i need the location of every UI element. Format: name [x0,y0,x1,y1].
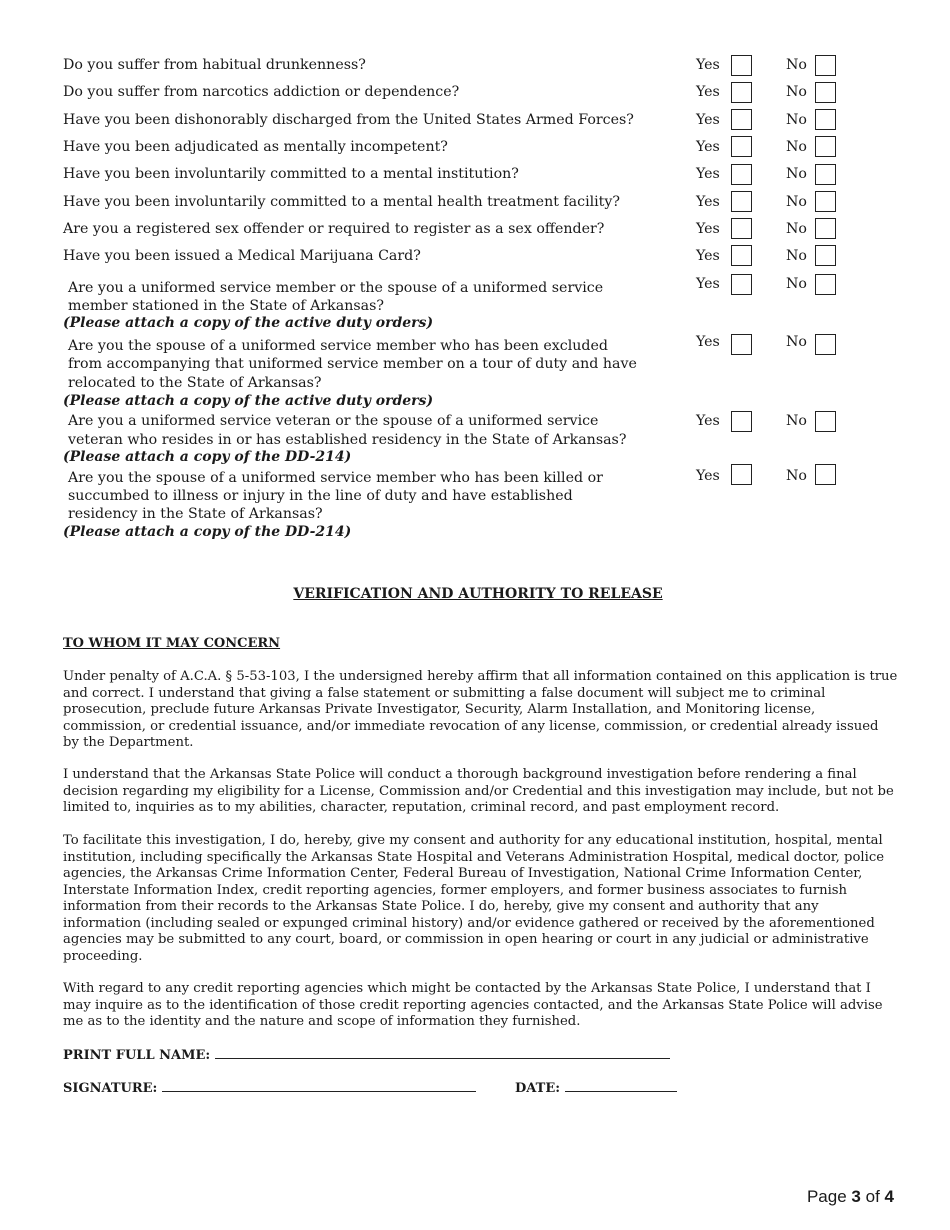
yes-checkbox[interactable] [731,274,752,295]
yes-label: Yes [696,221,720,237]
no-checkbox[interactable] [815,164,836,185]
paragraph-credit: With regard to any credit reporting agencies which might be contacted by the Arkansas State Police, I understand that I may inquire as to the identification of those credit reporting agencies contacted, and the Arkansas State Police will advise me as to the identity and the nature and scope of information they furnished. [63,981,883,1029]
yes-checkbox[interactable] [731,245,752,266]
of-word: of [865,1187,880,1206]
yes-label: Yes [696,57,720,73]
yes-checkbox[interactable] [731,109,752,130]
no-checkbox[interactable] [815,55,836,76]
yes-label: Yes [696,112,720,128]
question-text-line: veteran who resides in or has established residency in the State of Arkansas? [68,432,627,448]
no-label: No [786,248,807,264]
no-label: No [786,166,807,182]
page-number [807,1187,894,1207]
question-text: Have you been adjudicated as mentally incompetent? [63,139,448,155]
yes-checkbox[interactable] [731,464,752,485]
yes-checkbox[interactable] [731,191,752,212]
date-input-line[interactable] [565,1079,677,1092]
yes-label: Yes [696,84,720,100]
no-checkbox[interactable] [815,82,836,103]
no-label: No [786,194,807,210]
section-heading: VERIFICATION AND AUTHORITY TO RELEASE [293,586,663,602]
no-checkbox[interactable] [815,464,836,485]
yes-label: Yes [696,248,720,264]
yes-label: Yes [696,139,720,155]
no-checkbox[interactable] [815,274,836,295]
question-text: Do you suffer from narcotics addiction or dependence? [63,84,460,100]
date-field [515,1079,677,1096]
no-checkbox[interactable] [815,245,836,266]
yes-checkbox[interactable] [731,55,752,76]
no-label: No [786,276,807,292]
paragraph-investigation: I understand that the Arkansas State Police will conduct a thorough background investigation before rendering a final decision regarding my eligibility for a License, Commission and/or Credential and this investigation may include, but not be limited to, inquiries as to my abilities, character, reputation, criminal record, and past employment record. [63,767,894,815]
yes-checkbox[interactable] [731,334,752,355]
yes-label: Yes [696,166,720,182]
signature-label: SIGNATURE: [63,1081,158,1096]
yes-label: Yes [696,334,720,350]
no-label: No [786,334,807,350]
yes-checkbox[interactable] [731,411,752,432]
no-label: No [786,139,807,155]
question-text-line: Are you the spouse of a uniformed service member who has been killed or [68,470,603,486]
no-label: No [786,413,807,429]
print-name-field [63,1046,670,1063]
no-checkbox[interactable] [815,411,836,432]
no-checkbox[interactable] [815,109,836,130]
total-pages: 4 [884,1187,894,1206]
paragraph-affirmation: Under penalty of A.C.A. § 5-53-103, I the undersigned hereby affirm that all information contained on this application is true and correct. I understand that giving a false statement or submitting a false document will subject me to criminal prosecution, preclude future Arkansas Private Investigator, Security, Alarm Installation, and Monitoring license, commission, or credential issuance, and/or immediate revocation of any license, commission, or credential already issued by the Department. [63,669,898,750]
yes-label: Yes [696,468,720,484]
yes-label: Yes [696,276,720,292]
paragraph-consent: To facilitate this investigation, I do, hereby, give my consent and authority for any educational institution, hospital, mental institution, including specifically the Arkansas State Hospital and Veterans Administration Hospital, medical doctor, police agencies, the Arkansas Crime Information Center, Federal Bureau of Investigation, National Crime Information Center, Interstate Information Index, credit reporting agencies, former employers, and former business associates to furnish information from their records to the Arkansas State Police. I do, hereby, give my consent and authority that any information (including sealed or expunged criminal history) and/or evidence gathered or received by the aforementioned agencies may be submitted to any court, board, or commission in open hearing or court in any judicial or administrative proceeding. [63,833,885,964]
no-label: No [786,221,807,237]
yes-checkbox[interactable] [731,164,752,185]
no-label: No [786,468,807,484]
attachment-note: (Please attach a copy of the DD-214) [63,449,352,465]
no-checkbox[interactable] [815,136,836,157]
yes-checkbox[interactable] [731,136,752,157]
yes-label: Yes [696,194,720,210]
question-text: Do you suffer from habitual drunkenness? [63,57,366,73]
no-checkbox[interactable] [815,191,836,212]
signature-field [63,1079,476,1096]
question-text-line: from accompanying that uniformed service member on a tour of duty and have [68,356,637,372]
page-word: Page [806,1187,847,1206]
salutation: TO WHOM IT MAY CONCERN [63,636,281,651]
attachment-note: (Please attach a copy of the active duty orders) [63,315,434,331]
no-checkbox[interactable] [815,218,836,239]
question-text-line: Are you a uniformed service member or the spouse of a uniformed service [68,280,604,296]
attachment-note: (Please attach a copy of the active duty orders) [63,393,434,409]
question-text: Have you been issued a Medical Marijuana Card? [63,248,421,264]
date-label: DATE: [515,1081,561,1096]
print-name-label: PRINT FULL NAME: [63,1048,211,1063]
question-text: Have you been involuntarily committed to a mental institution? [63,166,519,182]
current-page: 3 [851,1187,861,1206]
attachment-note: (Please attach a copy of the DD-214) [63,524,352,540]
yes-label: Yes [696,413,720,429]
print-name-input-line[interactable] [215,1046,670,1059]
yes-checkbox[interactable] [731,218,752,239]
question-text-line: succumbed to illness or injury in the line of duty and have established [68,488,573,504]
question-text-line: Are you a uniformed service veteran or the spouse of a uniformed service [68,413,599,429]
question-text-line: member stationed in the State of Arkansas? [68,298,384,314]
question-text-line: relocated to the State of Arkansas? [68,375,322,391]
question-text-line: Are you the spouse of a uniformed service member who has been excluded [68,338,608,354]
question-text: Have you been involuntarily committed to a mental health treatment facility? [63,194,621,210]
signature-input-line[interactable] [162,1079,476,1092]
no-label: No [786,84,807,100]
yes-checkbox[interactable] [731,82,752,103]
no-label: No [786,57,807,73]
question-text: Are you a registered sex offender or required to register as a sex offender? [63,221,605,237]
question-text: Have you been dishonorably discharged from the United States Armed Forces? [63,112,634,128]
no-label: No [786,112,807,128]
question-text-line: residency in the State of Arkansas? [68,506,323,522]
no-checkbox[interactable] [815,334,836,355]
